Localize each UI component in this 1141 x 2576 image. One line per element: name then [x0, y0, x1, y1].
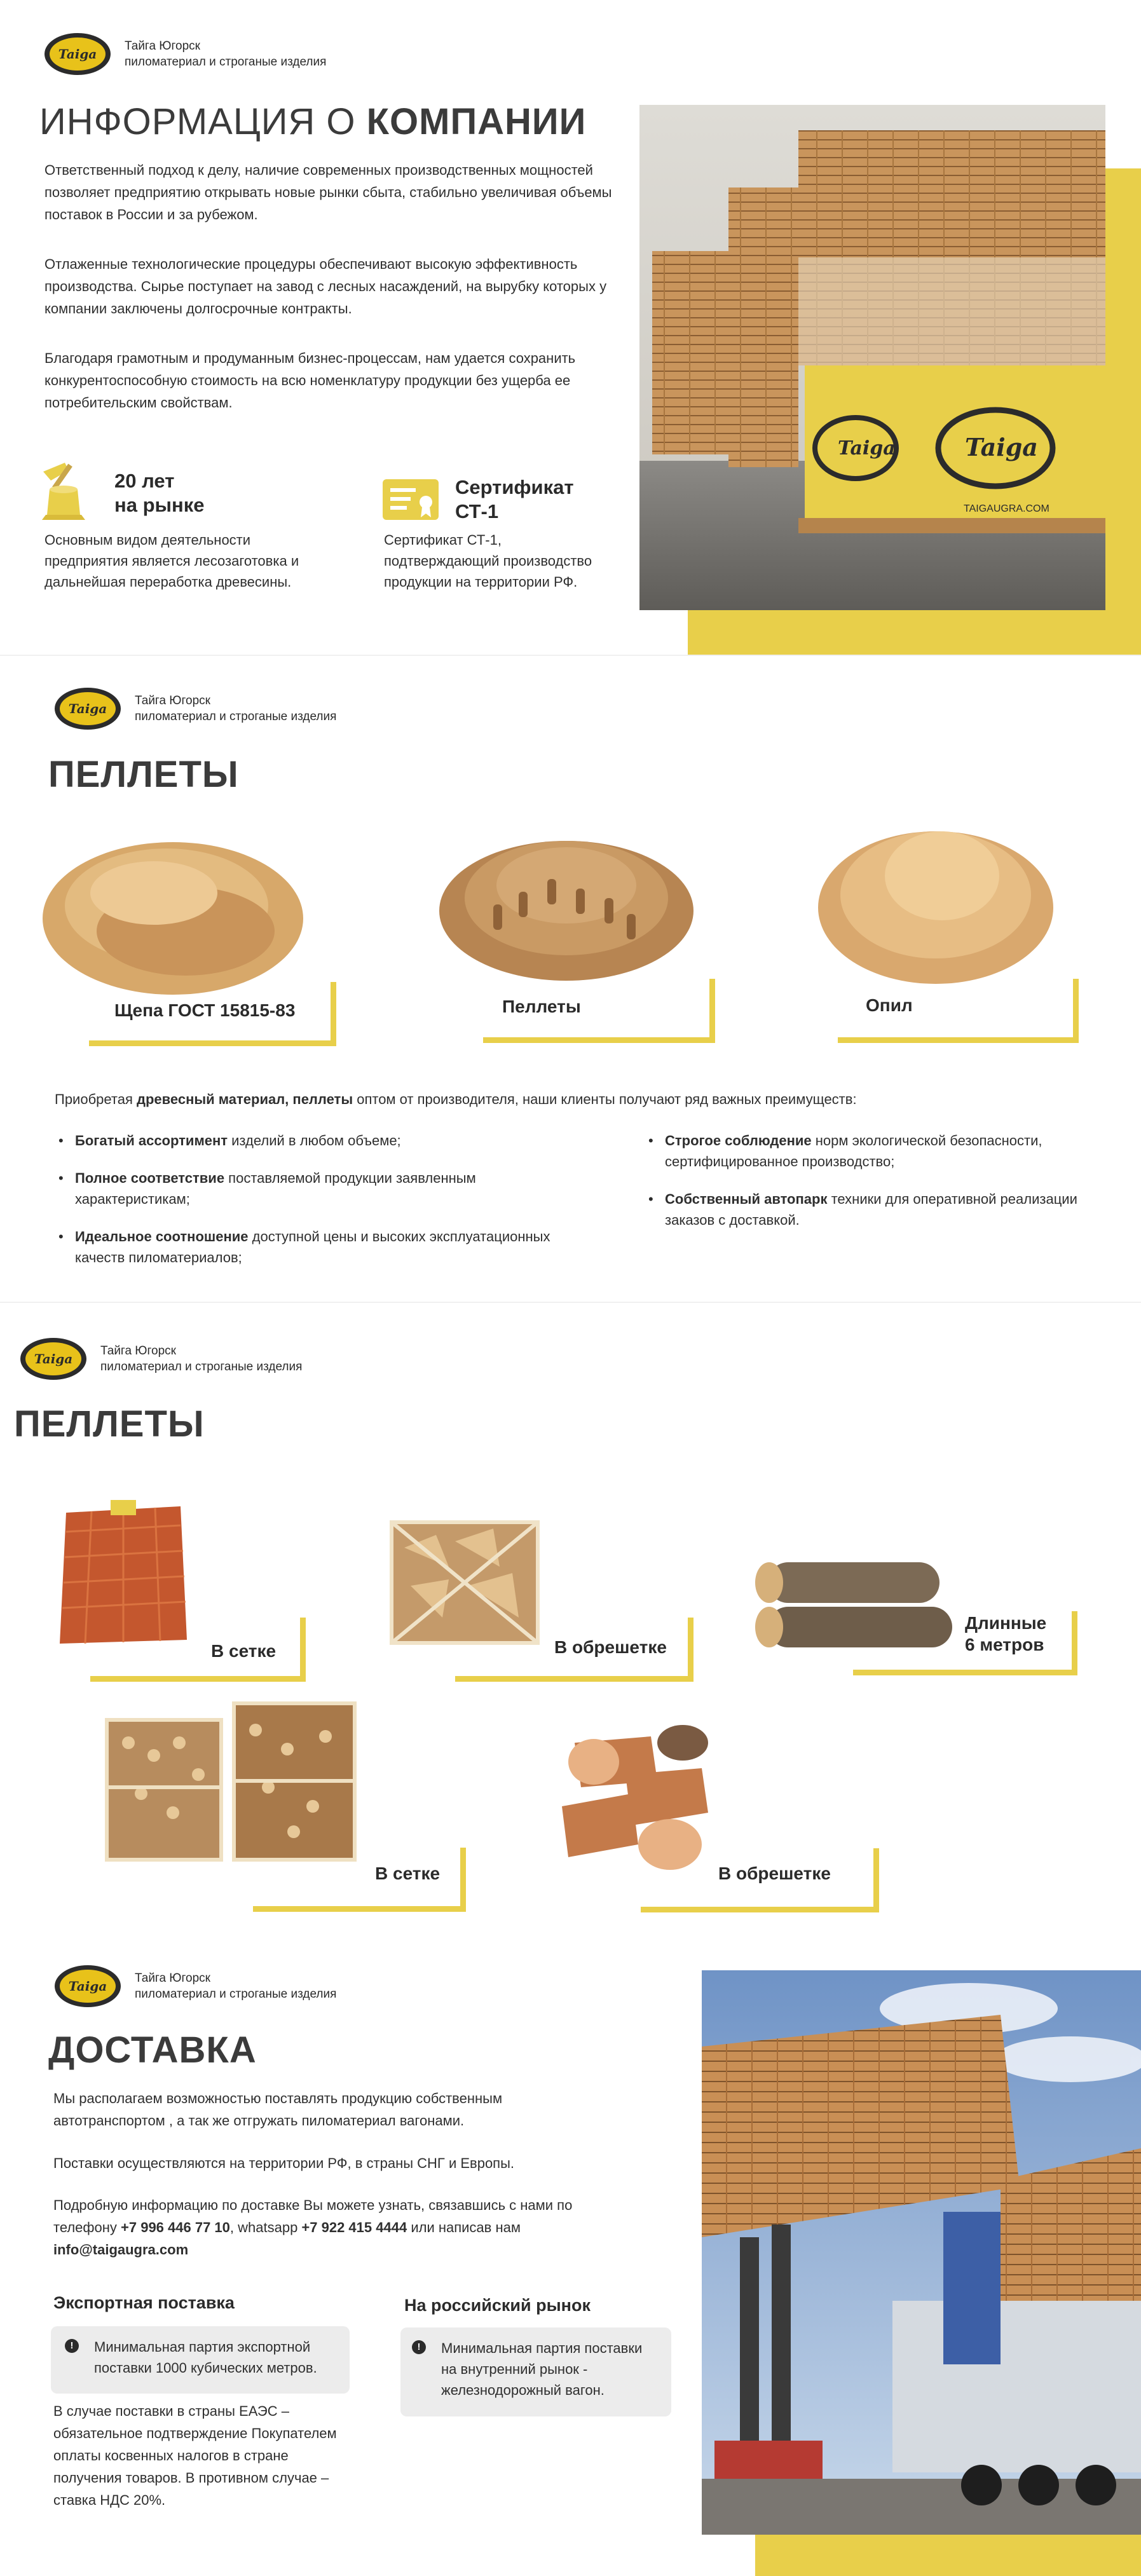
- brand-logo-2[interactable]: [55, 688, 336, 730]
- feature-years-text: Основным видом деятельности предприятия является лесозаготовка и дальнейшая переработка древесины.: [44, 532, 299, 590]
- brand-name: Тайга Югорск: [135, 1972, 210, 1985]
- benefits-list-right: [646, 1130, 1116, 1247]
- pellets-image: [436, 815, 697, 987]
- company-title: ИНФОРМАЦИЯ О КОМПАНИИ: [39, 101, 587, 142]
- photo-url-label: TAIGAUGRA.COM: [964, 503, 1049, 514]
- export-title: Экспортная поставка: [53, 2293, 235, 2312]
- firewood-pallets-image: [103, 1698, 357, 1867]
- section-divider-1: [0, 655, 1141, 656]
- domestic-title: На российский рынок: [404, 2296, 591, 2315]
- exclamation-icon: !: [65, 2339, 79, 2353]
- split-firewood-label: В обрешетке: [718, 1864, 831, 1883]
- firewood-mesh-label: В сетке: [211, 1641, 277, 1661]
- brand-tagline: пиломатериал и строганые изделия: [125, 55, 327, 69]
- logo-emblem: Taiga: [44, 33, 111, 75]
- feature-years-title: 20 лет на рынке: [114, 470, 205, 516]
- pellets-label: Пеллеты: [502, 997, 581, 1016]
- photo-brand-label-2: Taiga: [965, 433, 1038, 461]
- firewood-crate-label: В обрешетке: [554, 1637, 667, 1657]
- sawdust-image: [815, 800, 1056, 990]
- benefit-item: • Строгое соблюдение норм экологической безопасности, сертифицированное производство;: [646, 1130, 1116, 1172]
- brand-tagline: пиломатериал и строганые изделия: [135, 710, 337, 723]
- brand-name: Тайга Югорск: [135, 694, 210, 707]
- exclamation-icon: !: [412, 2340, 426, 2354]
- firewood-title: ПЕЛЛЕТЫ: [14, 1403, 205, 1445]
- company-paragraph-2: Отлаженные технологические процедуры обеспечивают высокую эффективность производства. Сырье поступает на завод с лесных насаждений, на вырубку которых у компании заключены долгосрочные контракты.: [44, 256, 607, 317]
- truck-loading-photo: [702, 1970, 1141, 2535]
- logo-emblem: Taiga: [20, 1338, 86, 1380]
- benefits-list-left: [56, 1130, 590, 1285]
- brand-logo-3[interactable]: [20, 1338, 302, 1380]
- brand-name: Тайга Югорск: [100, 1344, 176, 1358]
- export-note: ! Минимальная партия экспортной поставки 1000 кубических метров.: [51, 2326, 350, 2394]
- benefit-item: • Собственный автопарк техники для оперативной реализации заказов с доставкой.: [646, 1189, 1116, 1230]
- wood-chips-label: Щепа ГОСТ 15815-83: [114, 1000, 296, 1020]
- axe-stump-icon: [32, 458, 95, 521]
- brand-logo-4[interactable]: [55, 1965, 336, 2007]
- export-text: В случае поставки в страны ЕАЭС – обязательное подтверждение Покупателем оплаты косвенных налогов в стране получения товаров. В противном случае – ставка НДС 20%.: [53, 2403, 337, 2508]
- benefit-item: • Полное соответствие поставляемой продукции заявленным характеристикам;: [56, 1168, 590, 1210]
- pellets-title: ПЕЛЛЕТЫ: [48, 754, 239, 795]
- benefit-item: • Богатый ассортимент изделий в любом объеме;: [56, 1130, 590, 1151]
- delivery-paragraph-2: Поставки осуществляются на территории РФ, в страны СНГ и Европы.: [53, 2155, 515, 2171]
- company-paragraph-3: Благодаря грамотным и продуманным бизнес-процессам, нам удается сохранить конкурентоспособную стоимость на всю номенклатуру продукции без ущерба ее потребительским свойствам.: [44, 350, 576, 411]
- feature-certificate-title: Сертификат СТ-1: [455, 476, 574, 522]
- lumber-stacks-photo: [639, 105, 1105, 610]
- logo-emblem: Taiga: [55, 1965, 121, 2007]
- benefit-item: • Идеальное соотношение доступной цены и высоких эксплуатационных качеств пиломатериалов;: [56, 1226, 590, 1268]
- domestic-note: ! Минимальная партия поставки на внутренний рынок - железнодорожный вагон.: [400, 2327, 671, 2416]
- brand-tagline: пиломатериал и строганые изделия: [100, 1360, 303, 1373]
- whatsapp-link[interactable]: +7 922 415 4444: [301, 2219, 407, 2235]
- photo-brand-label-1: Taiga: [838, 437, 896, 460]
- feature-certificate-text: Сертификат СТ-1, подтверждающий производство продукции на территории РФ.: [384, 532, 592, 590]
- delivery-paragraph-1: Мы располагаем возможностью поставлять продукцию собственным автотранспортом , а так же отгружать пиломатериал вагонами.: [53, 2090, 503, 2129]
- firewood-pallets-label: В сетке: [375, 1864, 441, 1883]
- sawdust-label: Опил: [866, 995, 913, 1015]
- phone-link[interactable]: +7 996 446 77 10: [121, 2219, 230, 2235]
- section-divider-2: [0, 1302, 1141, 1303]
- logo-emblem: Taiga: [55, 688, 121, 730]
- long-logs-label: Длинные 6 метров: [965, 1613, 1047, 1654]
- certificate-icon: [381, 478, 440, 524]
- brand-logo[interactable]: [44, 33, 326, 75]
- wood-chips-image: [39, 823, 306, 1001]
- brand-tagline: пиломатериал и строганые изделия: [135, 1987, 337, 2001]
- company-paragraph-1: Ответственный подход к делу, наличие современных производственных мощностей позволяет предприятию открывать новые рынки сбыта, стабильно увеличивая объемы поставок в России и за рубежом.: [44, 162, 612, 222]
- benefits-intro: Приобретая древесный материал, пеллеты оптом от производителя, наши клиенты получают ряд важных преимуществ:: [55, 1091, 857, 1107]
- brand-name: Тайга Югорск: [125, 39, 200, 53]
- email-link[interactable]: info@taigaugra.com: [53, 2242, 189, 2258]
- delivery-contacts: Подробную информацию по доставке Вы можете узнать, связавшись с нами по телефону +7 996 446 77 10, whatsapp +7 922 415 4444 или написав нам info@taigaugra.com: [53, 2197, 573, 2258]
- delivery-title: ДОСТАВКА: [48, 2029, 257, 2071]
